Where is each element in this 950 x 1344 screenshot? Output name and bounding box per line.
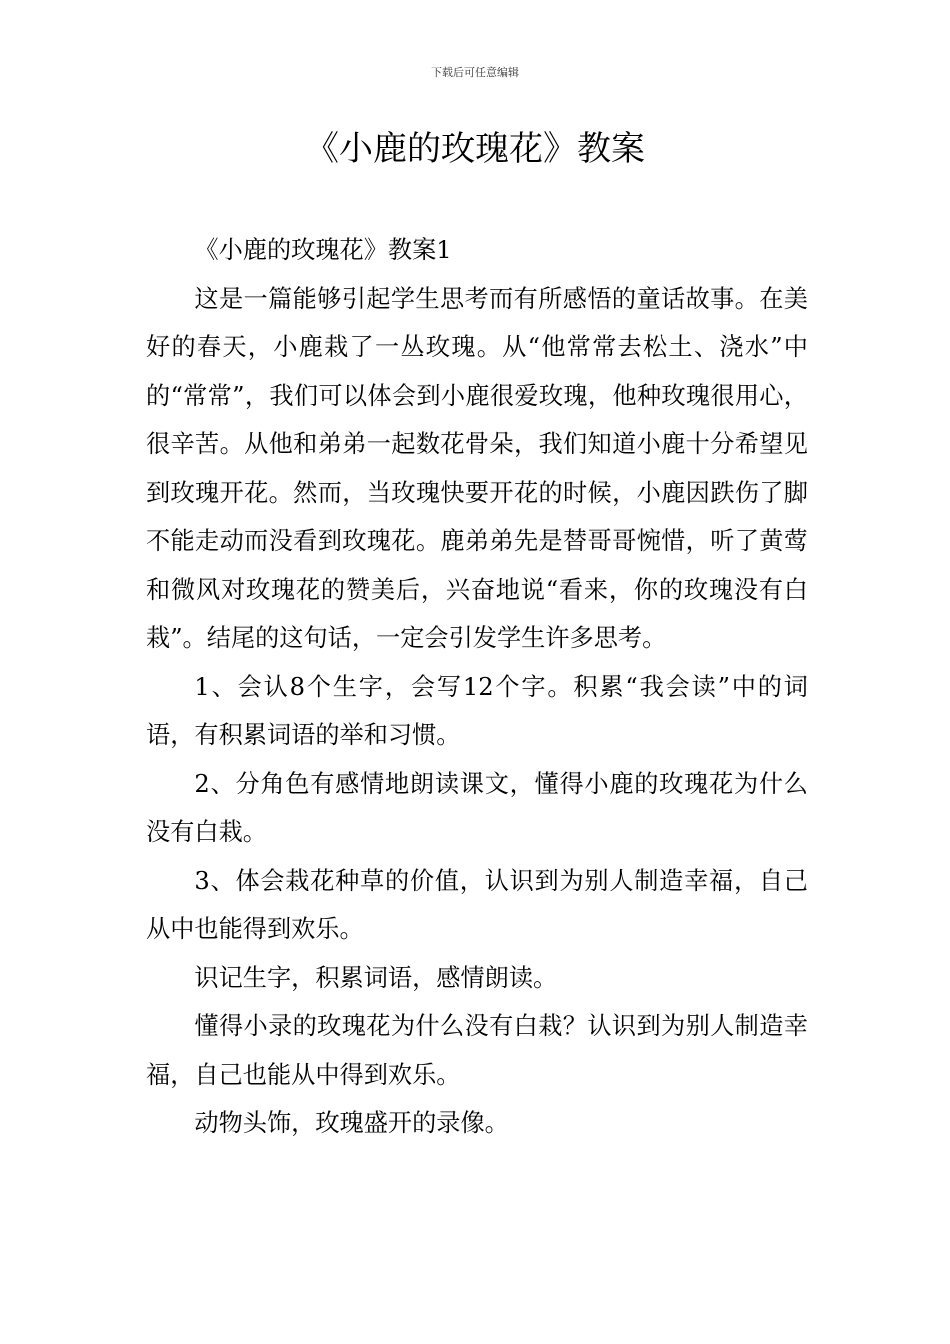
paragraph: 这是一篇能够引起学生思考而有所感悟的童话故事。在美好的春天，小鹿栽了一丛玫瑰。从“他常常去松土、浇水”中的“常常”，我们可以体会到小鹿很爱玫瑰，他种玫瑰很用心，很辛苦。从他和弟弟一起数花骨朵，我们知道小鹿十分希望见到玫瑰开花。然而，当玫瑰快要开花的时候，小鹿因跌伤了脚不能走动而没看到玫瑰花。鹿弟弟先是替哥哥惋惜，听了黄莺和微风对玫瑰花的赞美后，兴奋地说“看来，你的玫瑰没有白栽”。结尾的这句话，一定会引发学生许多思考。 bbox=[146, 284, 808, 652]
objective-item: 1、会认8个生字，会写12个字。积累“我会读”中的词语，有积累词语的举和习惯。 bbox=[146, 672, 808, 749]
paragraph: 懂得小录的玫瑰花为什么没有白栽？认识到为别人制造幸福，自己也能从中得到欢乐。 bbox=[146, 1012, 808, 1089]
section-heading: 《小鹿的玫瑰花》教案1 bbox=[194, 236, 452, 264]
header-note: 下载后可任意编辑 bbox=[431, 66, 519, 79]
paragraph: 动物头饰，玫瑰盛开的录像。 bbox=[194, 1109, 509, 1137]
objective-item: 3、体会栽花种草的价值，认识到为别人制造幸福，自己从中也能得到欢乐。 bbox=[146, 866, 808, 943]
objective-item: 2、分角色有感情地朗读课文，懂得小鹿的玫瑰花为什么没有白栽。 bbox=[146, 769, 808, 846]
document-title: 《小鹿的玫瑰花》教案 bbox=[305, 129, 645, 169]
document-body bbox=[146, 226, 808, 1148]
paragraph: 识记生字，积累词语，感情朗读。 bbox=[194, 963, 558, 992]
